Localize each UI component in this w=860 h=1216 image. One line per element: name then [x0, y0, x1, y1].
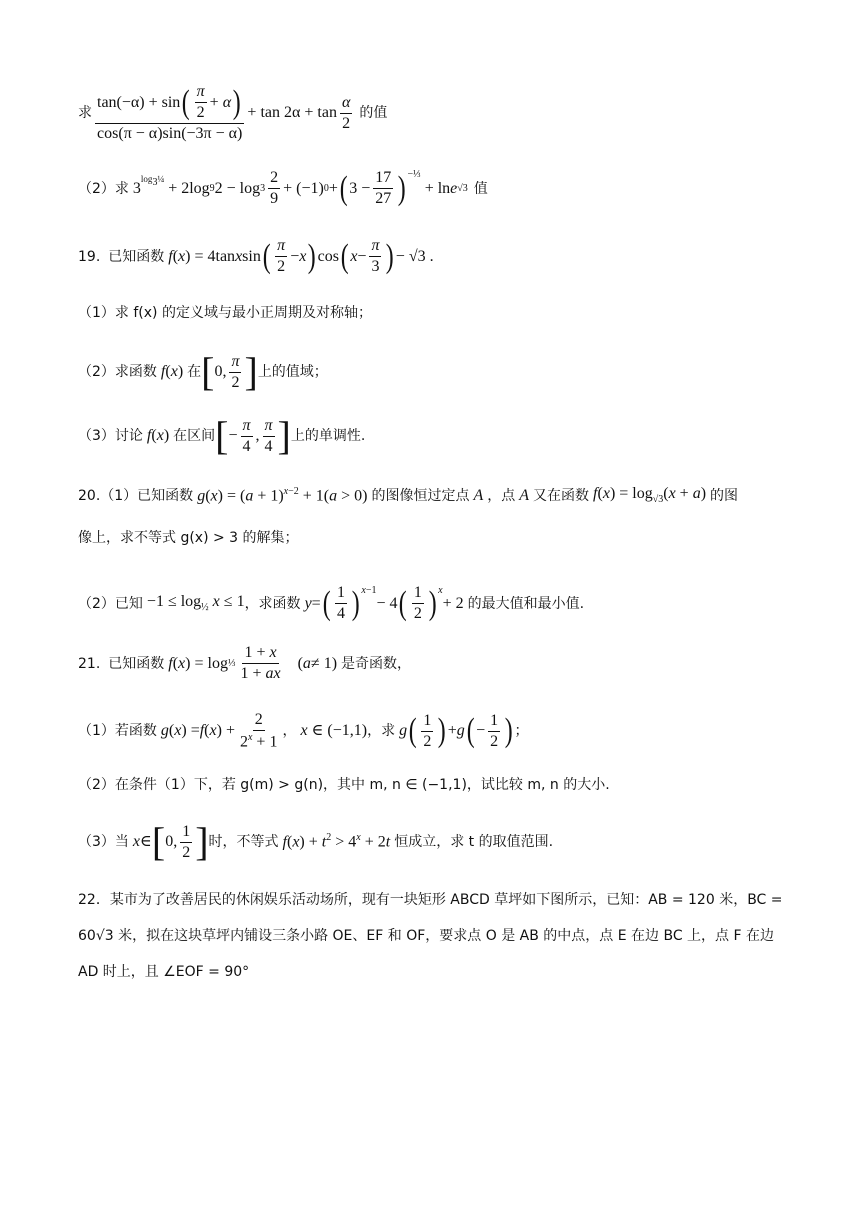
q20-sub2: （2）已知 $-1 \le \log_{\frac{1}{2}} x \le 1$ ，求函数 y = ( $\frac{1}{4}$ ) $^{x -1}$ − 4 ( $\frac{1}{2}$ ) $^x$ + 2 的最大值和最小值.	[78, 584, 585, 622]
q18-main-numerator: tan(−α) + sin ( $\frac{\pi}{2}$ + α )	[95, 84, 244, 124]
q19-sub2: （2）求函数 f(x) 在 [ 0, $\frac{\pi}{2}$ ] 上的值域；	[78, 349, 328, 394]
q18-main-fraction	[95, 84, 244, 142]
q19-sub3: （3）讨论 f(x) 在区间 [ − $\frac{\pi}{4}$ , $\frac{\pi}{4}$ ] 上的单调性.	[78, 413, 366, 458]
q19-sub3-suffix: 上的单调性.	[290, 428, 366, 444]
q20-sub2-b: ，求函数	[244, 595, 301, 612]
q20-sub2-function: y = ( $\frac{1}{4}$ ) $^{x -1}$ − 4 ( $\frac{1}{2}$ ) $^x$ + 2	[304, 584, 468, 622]
q19-sub3-prefix: （3）讨论	[78, 428, 143, 444]
q19-function: f ( x ) = 4tan x sin ( $\frac{\pi}{2}$ − x ) cos ( x − $\frac{\pi}{3}$ ) − √3 .	[168, 237, 434, 275]
q18-main-denominator: cos(π − α)sin(−3π − α)	[97, 125, 243, 142]
q19-stem	[78, 238, 434, 275]
q19-sub2-prefix: （2）求函数	[78, 364, 157, 380]
q21-sub3: （3）当 x ∈ [ 0, $\frac{1}{2}$ ] 时，不等式 $f(x) + t^2 > 4^x + 2t$ 恒成立，求 t 的取值范围.	[78, 819, 554, 864]
q18-alpha: α	[340, 95, 352, 114]
q21-sub1-b: ，	[282, 723, 297, 740]
q21-function: f ( x ) = log ⅓ $\frac{1 + x}{1 + ax}$ ( a ≠ 1)	[168, 644, 342, 682]
q19-sub3-mid: 在区间	[173, 428, 216, 444]
q20-line2: 像上，求不等式 g(x) > 3 的解集；	[78, 530, 299, 546]
q20-line1-c: ，点	[487, 487, 516, 504]
q18-part2-label: （2）求	[78, 180, 129, 197]
q21-intro: 已知函数	[108, 655, 165, 672]
q20-line1-d: 又在函数	[533, 487, 590, 504]
q20-line1-b: 的图像恒过定点	[371, 487, 470, 504]
q19-number: 19.	[78, 248, 101, 265]
q18-part2-suffix: 值	[473, 180, 488, 197]
q19-sub2-interval: [ 0, $\frac{\pi}{2}$ ]	[201, 349, 258, 394]
q20-line1-a: （1）已知函数	[100, 487, 194, 504]
q21-intro-suffix: 是奇函数，	[341, 655, 412, 672]
q19-sub1: （1）求 f(x) 的定义域与最小正周期及对称轴；	[78, 305, 372, 321]
q19-intro: 已知函数	[108, 248, 165, 265]
q21-sub1-c: ，求	[367, 723, 396, 740]
q18-numerator-text: tan(−α) + sin	[97, 93, 181, 111]
q18-tail-expression: + tan 2α + tan	[247, 104, 337, 121]
q18-part1	[78, 84, 387, 142]
q22-text: 22．某市为了改善居民的休闲娱乐活动场所，现有一块矩形 ABCD 草坪如下图所示，已知：AB = 120 米，BC = 60√3 米，拟在这块草坪内铺设三条小路 OE、EF 和 OF，要求点 O 是 AB 的中点，点 E 在边 BC 上，点 F 在边 AD 时上，且 ∠EOF = 90°	[78, 892, 783, 980]
q18-alpha-half-fraction	[340, 95, 352, 132]
q20-sub2-c: 的最大值和最小值.	[467, 595, 585, 612]
q21-sub3-c: 恒成立，求 t 的取值范围.	[394, 834, 554, 850]
q20-sub2-a: （2）已知	[78, 595, 143, 612]
q20-line1: 20. （1）已知函数 $g(x) = (a + 1)^{x-2} + 1(a > 0)$ 的图像恒过定点 A ，点 A 又在函数 $f(x) = \log_{√3}(x + a)$ 的图	[78, 485, 739, 506]
q21-number: 21.	[78, 655, 101, 672]
q18-part2	[78, 170, 488, 207]
q21-sub3-a: （3）当	[78, 834, 129, 850]
q21-sub1-a: （1）若函数	[78, 723, 157, 740]
q21-sub3-b: 时，不等式	[208, 834, 279, 850]
q18-part2-expression: 3 $\log_3\frac{1}{4}$ + 2log $_9$ 2 − log 3 $\frac{2}{9}$ + (−1) 0 + ( 3 − $\frac{17}{27}$ ) $^{-\frac{1}{3}}$ + ln e √3	[128, 168, 468, 207]
q20-number: 20.	[78, 487, 101, 504]
q18-two: 2	[342, 114, 351, 132]
q19-sub3-interval: [ − $\frac{\pi}{4}$ , $\frac{\pi}{4}$ ]	[215, 413, 291, 458]
q19-sub2-suffix: 上的值域；	[257, 364, 328, 380]
q21-sub1: （1）若函数 g ( x ) = f ( x ) + $\frac{2}{2^x + 1}$ ， x ∈ (−1,1) ，求 g ( $\frac{1}{2}$ ) + g ( − $\frac{1}{2}$ ) ；	[78, 711, 529, 751]
q19-sub2-mid: 在	[187, 364, 202, 380]
q18-prefix: 求	[78, 105, 92, 121]
q21-stem	[78, 645, 411, 682]
q18-suffix: 的值	[359, 105, 388, 121]
q18-pi-half-fraction: $\frac{\pi}{2}$	[196, 83, 205, 121]
q21-sub1-d: ；	[514, 723, 529, 740]
q20-line1-e: 的图	[710, 487, 739, 504]
q21-sub2: （2）在条件（1）下，若 g(m) > g(n)，其中 m, n ∈ (−1,1)，试比较 m, n 的大小.	[78, 777, 610, 793]
